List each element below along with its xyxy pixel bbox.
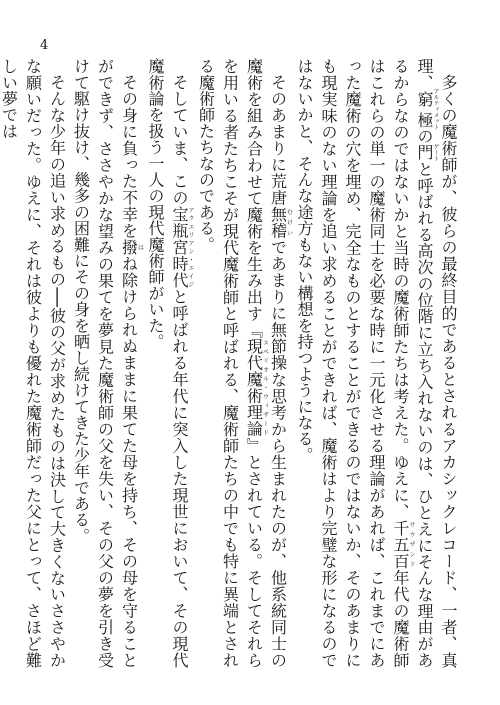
- ruby-base: 門: [415, 143, 434, 162]
- text-run: そのあまりに荒唐: [268, 74, 288, 207]
- text-run: そしていま、この: [170, 74, 189, 207]
- text-run: の: [415, 127, 434, 145]
- paragraph: [194, 58, 293, 668]
- text-run: であまりに無節操な思考から生まれたのが、他系統同士の魔術を組み合わせて魔術を生み出す『: [244, 58, 288, 669]
- text-run: ね除けられぬままに果てた母を持ち、その母を守ることができず、ささやかな望みの果てを夢見た魔術師の父を失い、その父の夢を引き受けて駆け抜け、幾多の困難にその身を晒し続けてきた少年である。: [71, 58, 139, 669]
- paragraph: [69, 58, 144, 668]
- text-run: そんな少年の追い求めるもの──彼の父が求めたものは決して大きくないささやかな願いだった。ゆえに、それは彼よりも優れた魔術師だった父にとって、さほど難しい夢では: [0, 58, 67, 668]
- paragraph: [292, 58, 460, 668]
- text-run: 年代の魔術師はこれらの単一の魔術同士を必要な時に一元化させる理論があれば、これまでにあった魔術の穴を埋め、完全なものとすることができるのではないか、そのあまりにも現実味のない理論を追い求めることができれば、魔術はより完璧な形になるのではないかと、そんな途方もない構想を持つようになる。: [295, 58, 410, 668]
- ruby-reading: アクエリアン・エイジ: [187, 206, 194, 289]
- ruby-reading: サウザンド: [408, 519, 415, 570]
- body-text: [0, 58, 460, 669]
- ruby-base: 宝瓶宮時代: [170, 206, 189, 289]
- ruby-base: 撥: [119, 239, 139, 256]
- ruby-base: 現代魔術理論: [244, 338, 264, 438]
- ruby-base: 窮極: [415, 88, 434, 131]
- ruby-reading: アルティメット: [432, 88, 439, 131]
- page-number: 4: [40, 38, 49, 53]
- ruby-base: 無稽: [268, 206, 288, 240]
- text-run: その身に負った不幸を: [119, 74, 139, 240]
- ruby-reading: は: [136, 239, 144, 256]
- ruby-base: 千五百: [391, 519, 410, 570]
- ruby-annotated-word: [268, 206, 293, 240]
- paragraph: [143, 58, 194, 668]
- text-run: と呼ばれる高次の位階に立ち入れないのは、ひとえにそんな理由があるからなのではないかと当時の魔術師たちは考えた。ゆえに、: [391, 58, 434, 668]
- paragraph: [0, 58, 69, 668]
- ruby-annotated-word: [415, 143, 439, 162]
- ruby-annotated-word: [170, 206, 194, 289]
- text-run: 多くの魔術師が、彼らの最終目的であるとされるアカシックレコード、一者、真理、: [415, 58, 458, 668]
- ruby-reading: むけい: [285, 206, 293, 239]
- ruby-annotated-word: [119, 239, 144, 256]
- ruby-annotated-word: [244, 338, 269, 438]
- text-run: と呼ばれる年代に突入した現世において、その現代魔術論を扱う一人の現代魔術師がいた。: [146, 58, 189, 669]
- ruby-annotated-word: [391, 519, 415, 570]
- ruby-reading: スペリオル・ウィザード: [261, 338, 269, 438]
- ruby-reading: ゲート: [432, 143, 439, 162]
- text-run: 』とされている。そしてそれらを用いる者たちこそが現代魔術師と呼ばれる、魔術師たちの中でも特に異端とされる魔術師たちなのである。: [196, 58, 264, 668]
- ruby-annotated-word: [415, 88, 439, 131]
